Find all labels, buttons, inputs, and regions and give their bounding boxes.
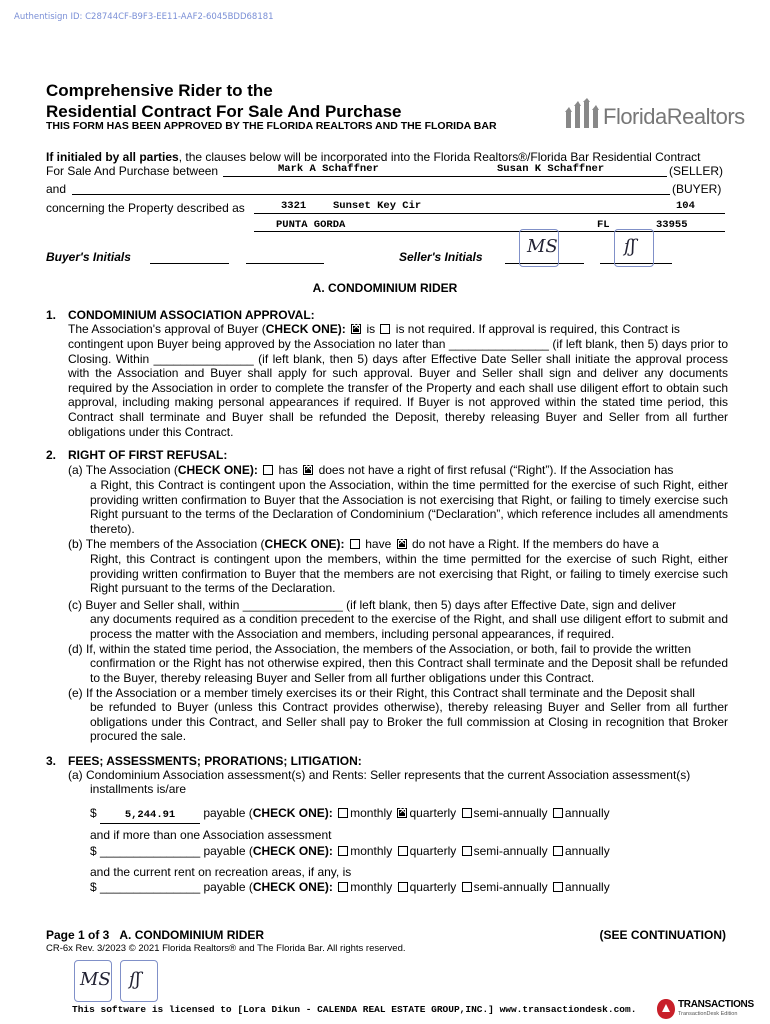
buyer-initials-1[interactable] — [150, 263, 229, 264]
state-field[interactable]: FL — [597, 219, 610, 231]
license-line: This software is licensed to [Lora Dikun - CALENDA REAL ESTATE GROUP,INC.] www.transactiondesk.com. — [72, 1004, 637, 1015]
row2-quarterly-checkbox[interactable] — [398, 846, 408, 856]
approval-note: THIS FORM HAS BEEN APPROVED BY THE FLORIDA REALTORS AND THE FLORIDA BAR — [46, 120, 497, 132]
s3-more-label: and if more than one Association assessment — [90, 828, 332, 842]
street-field[interactable]: Sunset Key Cir — [333, 200, 422, 212]
transactions-mark-icon — [656, 998, 676, 1020]
intro-line1: If initialed by all parties, the clauses below will be incorporated into the Florida Realtors®/Florida Bar Residential Contract — [46, 150, 701, 164]
seller-initials-label: Seller's Initials — [399, 250, 483, 264]
row1-monthly-checkbox[interactable] — [338, 808, 348, 818]
s3-row2: $ _______________ payable (CHECK ONE): monthly quarterly semi-annually annually — [90, 844, 610, 858]
row2-monthly-checkbox[interactable] — [338, 846, 348, 856]
houses-icon — [563, 98, 601, 130]
s2d-body: confirmation or the Right has not otherwise expired, then this Contract shall terminate and the Deposit shall be refunded to the Buyer, thereby releasing Buyer and Seller from all further obligations under this Contract. — [90, 656, 728, 685]
row3-quarterly-checkbox[interactable] — [398, 882, 408, 892]
s3-heading: FEES; ASSESSMENTS; PRORATIONS; LITIGATION: — [68, 754, 362, 768]
s1-is-not-checkbox[interactable] — [380, 324, 390, 334]
row3-semi-checkbox[interactable] — [462, 882, 472, 892]
row3-annually-checkbox[interactable] — [553, 882, 563, 892]
s1-body: contingent upon Buyer being approved by the Association no later than _______________ (if left blank, then 5) days prior to Closing. Within _______________ (if left blank, then 5) days after Effective Date Seller shall initiate the approval process with the Association and Buyer shall apply for such approval. Buyer and Seller shall sign and deliver any documents required by the Association in order to complete the transfer of the Property and each shall use diligent effort to obtain such approval, including making personal appearances if required. If Buyer is not approved within the stated time period, this Contract shall terminate and Buyer shall be refunded the Deposit, thereby releasing Buyer and Seller from all further obligations under this Contract. — [68, 337, 728, 439]
s2e-line: (e) If the Association or a member timely exercises its or their Right, this Contract shall terminate and the Deposit shall — [68, 686, 695, 700]
s1-heading: CONDOMINIUM ASSOCIATION APPROVAL: — [68, 308, 315, 322]
zip-field[interactable]: 33955 — [656, 219, 688, 231]
s2d-line: (d) If, within the stated time period, the Association, the members of the Association, or both, fail to provide the written — [68, 642, 691, 656]
buyer-initials-label: Buyer's Initials — [46, 250, 131, 264]
transactions-logo — [656, 998, 756, 1022]
s3-row1: $ 5,244.91 payable (CHECK ONE): monthly ✕ quarterly semi-annually annually — [90, 806, 730, 824]
row3-monthly-checkbox[interactable] — [338, 882, 348, 892]
s3-row3: $ _______________ payable (CHECK ONE): monthly quarterly semi-annually annually — [90, 880, 610, 894]
s3-num: 3. — [46, 754, 57, 768]
property-label: concerning the Property described as — [46, 201, 245, 215]
s1-is-checkbox[interactable] — [351, 324, 361, 334]
s2b-body: Right, this Contract is contingent upon the members, within the time permitted for the exercise of such Right, either providing written confirmation to Buyer that the members are not exercising that Right, or failing to timely exercise such Right pursuant to the terms of the Declaration. — [90, 552, 728, 596]
row1-annually-checkbox[interactable] — [553, 808, 563, 818]
seller-initials-sig-1[interactable]: MS — [519, 229, 559, 267]
s1-num: 1. — [46, 308, 57, 322]
buyer-field[interactable] — [72, 194, 670, 195]
transactions-subtitle: TransactionDesk Edition — [678, 1011, 738, 1017]
s2c-line: (c) Buyer and Seller shall, within _______________ (if left blank, then 5) days after Effective Date, sign and deliver — [68, 598, 677, 612]
row2-semi-checkbox[interactable] — [462, 846, 472, 856]
revision-note: CR-6x Rev. 3/2023 © 2021 Florida Realtors® and The Florida Bar. All rights reserved. — [46, 943, 406, 954]
s3a-line2: installments is/are — [90, 782, 187, 796]
buyer-initials-sig-1[interactable]: MS — [74, 960, 112, 1002]
intro-line2: For Sale And Purchase between — [46, 164, 219, 178]
page-footer-right: (SEE CONTINUATION) — [599, 928, 726, 942]
s2a-does-not-have-checkbox[interactable] — [303, 465, 313, 475]
buyer-initials-sig-2[interactable]: ſʃ — [120, 960, 158, 1002]
s2e-body: be refunded to Buyer (unless this Contract provides otherwise), thereby releasing Buyer and Seller from all further obligations under this Contract, and Seller shall pay to Broker the full commission at Closing in recognition that Broker procured the sale. — [90, 700, 728, 744]
section-a-heading: A. CONDOMINIUM RIDER — [312, 281, 458, 295]
street-number-field[interactable]: 3321 — [281, 200, 307, 212]
seller-initials-sig-2[interactable]: ſʃ — [614, 229, 654, 267]
and-label: and — [46, 182, 67, 196]
s3-rent-label: and the current rent on recreation areas, if any, is — [90, 865, 352, 879]
row2-annually-checkbox[interactable] — [553, 846, 563, 856]
seller2-field[interactable]: Susan K Schaffner — [497, 163, 605, 175]
buyer-initials-2[interactable] — [246, 263, 324, 264]
unit-field[interactable]: 104 — [676, 200, 695, 212]
transactions-wordmark: TRANSACTIONS — [678, 999, 754, 1010]
s2a-has-checkbox[interactable] — [263, 465, 273, 475]
s2b-have-checkbox[interactable] — [350, 539, 360, 549]
florida-realtors-logo — [563, 98, 745, 134]
page-footer-left: Page 1 of 3 A. CONDOMINIUM RIDER — [46, 928, 265, 942]
seller1-field[interactable]: Mark A Schaffner — [278, 163, 379, 175]
s2c-body: any documents required as a condition precedent to the exercise of the Right, and shall use diligent effort to submit and process the matter with the Association and members, including personal appearances, if required. — [90, 612, 728, 641]
page-title — [46, 80, 402, 122]
s2b-line: (b) The members of the Association (CHECK ONE): have ✕ do not have a Right. If the members do have a — [68, 537, 728, 552]
buyer-tag: (BUYER) — [672, 182, 722, 196]
city-field[interactable]: PUNTA GORDA — [276, 219, 346, 231]
s2a-line: (a) The Association (CHECK ONE): has ✕ does not have a right of first refusal (“Right”). If the Association has — [68, 463, 728, 478]
title-line2: Residential Contract For Sale And Purchase — [46, 102, 402, 121]
seller-tag: (SELLER) — [669, 164, 724, 178]
authentisign-id: Authentisign ID: C28744CF-B9F3-EE11-AAF2-6045BDD68181 — [14, 12, 274, 22]
title-line1: Comprehensive Rider to the — [46, 81, 273, 100]
s3a-line: (a) Condominium Association assessment(s) and Rents: Seller represents that the current Association assessment(s) — [68, 768, 691, 782]
s2-num: 2. — [46, 448, 57, 462]
logo-wordmark: FloridaRealtors — [603, 104, 745, 129]
row1-semi-checkbox[interactable] — [462, 808, 472, 818]
s2a-body: a Right, this Contract is contingent upon the Association, within the time permitted for the exercise of such Right, either providing written confirmation to Buyer that the Association is not exercising that Right, or failing to timely exercise such Right pursuant to the terms of the Declaration of Condominium (“Declaration”, which reference includes all amendments thereto). — [90, 478, 728, 536]
s1-line1: The Association's approval of Buyer (CHECK ONE): ✕ is is not required. If approval is required, this Contract is — [68, 322, 728, 337]
s2b-do-not-have-checkbox[interactable] — [397, 539, 407, 549]
row1-quarterly-checkbox[interactable] — [397, 808, 407, 818]
assessment-amount-field[interactable]: 5,244.91 — [100, 806, 200, 824]
s2-heading: RIGHT OF FIRST REFUSAL: — [68, 448, 228, 462]
